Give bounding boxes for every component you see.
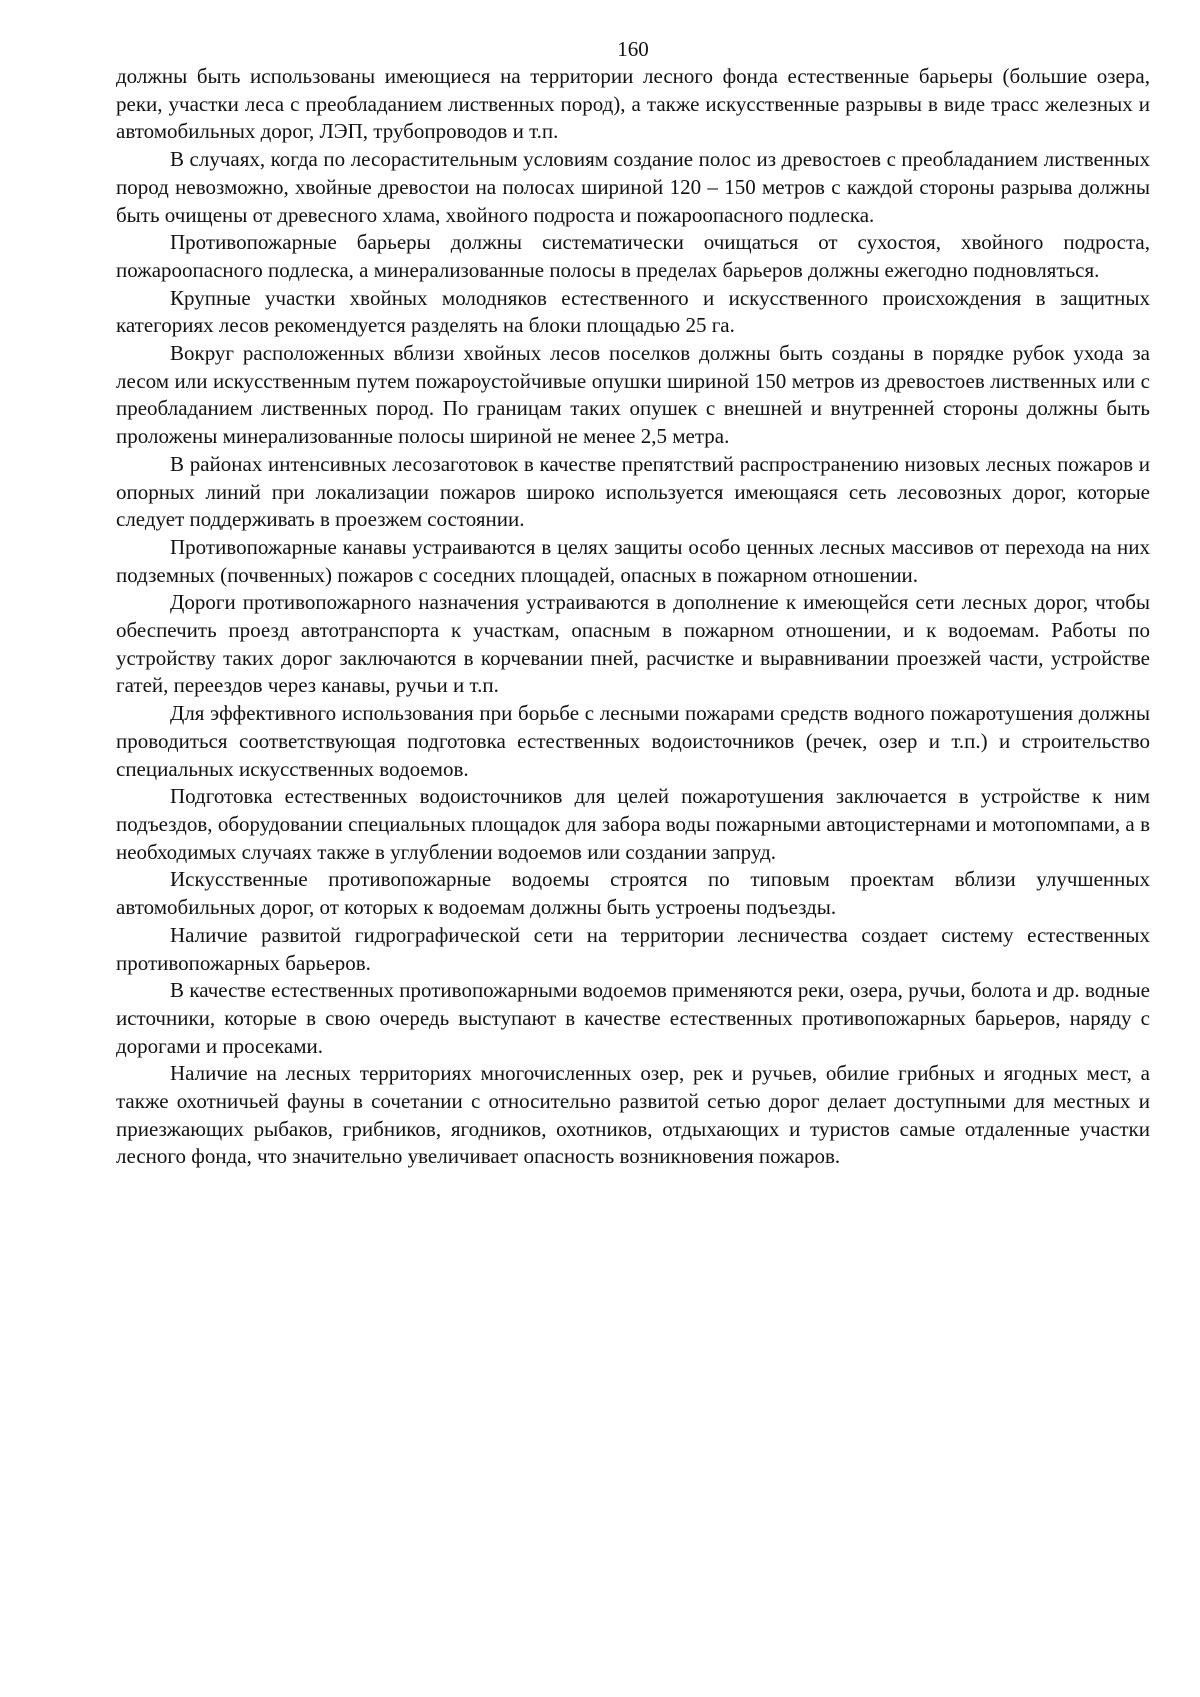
paragraph: Для эффективного использования при борьбе с лесными пожарами средств водного пожаротушения должны проводиться соответствующая подготовка естественных водоисточников (речек, озер и т.п.) и строительство специальных искусственных водоемов. (116, 701, 1150, 781)
paragraph: Наличие развитой гидрографической сети на территории лесничества создает систему естественных противопожарных барьеров. (116, 922, 1150, 975)
paragraph: Крупные участки хвойных молодняков естественного и искусственного происхождения в защитных категориях лесов рекомендуется разделять на блоки площадью 25 га. (116, 285, 1150, 338)
paragraph: Противопожарные барьеры должны систематически очищаться от сухостоя, хвойного подроста, пожароопасного подлеска, а минерализованные полосы в пределах барьеров должны ежегодно подновляться. (116, 230, 1150, 282)
paragraph: В качестве естественных противопожарными водоемов применяются реки, озера, ручьи, болота и др. водные источники, которые в свою очередь выступают в качестве естественных противопожарных барьеров, наряду с дорогами и просеками. (116, 978, 1150, 1058)
paragraph: Дороги противопожарного назначения устраиваются в дополнение к имеющейся сети лесных дорог, чтобы обеспечить проезд автотранспорта к участкам, опасным в пожарном отношении, и к водоемам. Работы по устройству таких дорог заключаются в корчевании пней, расчистке и выравнивании проезжей части, устройстве гатей, переездов через канавы, ручьи и т.п. (116, 590, 1150, 698)
paragraph: В районах интенсивных лесозаготовок в качестве препятствий распространению низовых лесных пожаров и опорных линий при локализации пожаров широко используется имеющаяся сеть лесовозных дорог, которые следует поддерживать в проезжем состоянии. (116, 451, 1150, 532)
paragraph: В случаях, когда по лесорастительным условиям создание полос из древостоев с преобладанием лиственных пород невозможно, хвойные древостои на полосах шириной 120 – 150 метров с каждой стороны разрыва должны быть очищены от древесного хлама, хвойного подроста и пожароопасного подлеска. (116, 147, 1150, 227)
paragraph: Вокруг расположенных вблизи хвойных лесов поселков должны быть созданы в порядке рубок ухода за лесом или искусственным путем пожароустойчивые опушки шириной 150 метров из древостоев лиственных или с преобладанием лиственных пород. По границам таких опушек с внешней и внутренней стороны должны быть проложены минерализованные полосы шириной не менее 2,5 метра. (116, 341, 1150, 449)
paragraph-continued: должны быть использованы имеющиеся на территории лесного фонда естественные барьеры (большие озера, реки, участки леса с преобладанием лиственных пород), а также искусственные разрывы в виде трасс железных и автомобильных дорог, ЛЭП, трубопроводов и т.п. (116, 64, 1150, 144)
document-page (116, 36, 1150, 1171)
paragraph: Наличие на лесных территориях многочисленных озер, рек и ручьев, обилие грибных и ягодных мест, а также охотничьей фауны в сочетании с относительно развитой сетью дорог делает доступными для местных и приезжающих рыбаков, грибников, ягодников, охотников, отдыхающих и туристов самые отдаленные участки лесного фонда, что значительно увеличивает опасность возникновения пожаров. (116, 1061, 1150, 1169)
paragraph: Искусственные противопожарные водоемы строятся по типовым проектам вблизи улучшенных автомобильных дорог, от которых к водоемам должны быть устроены подъезды. (116, 867, 1150, 920)
paragraph: Противопожарные канавы устраиваются в целях защиты особо ценных лесных массивов от перехода на них подземных (почвенных) пожаров с соседних площадей, опасных в пожарном отношении. (116, 534, 1150, 587)
page-number: 160 (617, 37, 649, 61)
paragraph: Подготовка естественных водоисточников для целей пожаротушения заключается в устройстве к ним подъездов, оборудовании специальных площадок для забора воды пожарными автоцистернами и мотопомпами, а в необходимых случаях также в углублении водоемов или создании запруд. (116, 784, 1150, 864)
